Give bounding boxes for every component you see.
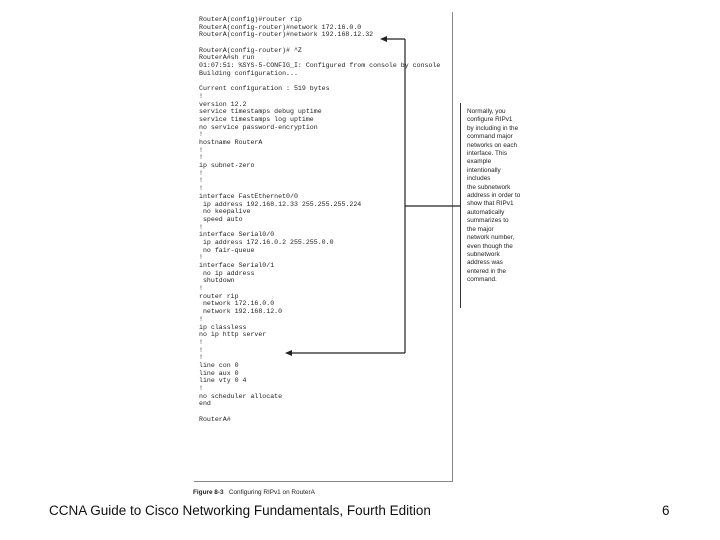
config-line: ip address 192.168.12.33 255.255.255.224 [199, 200, 362, 208]
config-line: ! [199, 315, 203, 323]
figure-caption [193, 489, 315, 496]
callout-line: intentionally [467, 166, 501, 174]
config-line: ! [199, 385, 203, 392]
config-line: line vty 0 4 [199, 377, 247, 385]
figure-label: Figure 8-3 [193, 489, 224, 496]
callout-line: address in order to [467, 192, 521, 200]
callout-line: Normally, you [467, 108, 506, 115]
callout-line: interface. This [467, 150, 508, 158]
config-line: ! [199, 223, 203, 231]
config-line: network 172.16.0.0 [199, 300, 275, 308]
callout-line: example [467, 158, 492, 166]
config-line: no scheduler allocate [199, 392, 283, 400]
callout-line: the subnetwork [467, 183, 511, 191]
config-line: no service password-encryption [199, 123, 318, 131]
config-line: interface Serial0/1 [199, 262, 275, 269]
callout-line: even though the [467, 242, 513, 250]
config-line: ! [199, 354, 203, 362]
page-number: 6 [662, 503, 670, 518]
callout-line: networks on each [467, 141, 518, 149]
config-line: no fair-queue [199, 246, 255, 254]
callout-line: automatically [467, 208, 505, 216]
callout-line: network number, [467, 234, 515, 242]
callout-line: command. [467, 276, 497, 284]
config-line: RouterA(config-router)#network 192.168.12.32 [199, 31, 374, 39]
config-line: RouterA(config-router)# ^Z [199, 46, 302, 54]
config-line: ! [199, 185, 203, 193]
config-line: no keepalive [199, 208, 251, 216]
callout-line: address was [467, 259, 503, 267]
callout-line: by including in the [467, 124, 519, 132]
config-line: hostname RouterA [199, 139, 263, 146]
config-line: ip subnet-zero [199, 162, 255, 170]
config-line: RouterA# [199, 415, 231, 423]
config-line: ! [199, 131, 203, 139]
config-line: ! [199, 285, 203, 293]
callout-line: command major [467, 133, 513, 141]
config-line: end [199, 400, 211, 408]
config-line: version 12.2 [199, 100, 247, 108]
config-line: ! [199, 338, 203, 346]
config-line: 01:07:51: %SYS-5-CONFIG_I: Configured from console by console [199, 62, 441, 70]
config-line: service timestamps log uptime [199, 115, 314, 123]
config-line: ! [199, 154, 203, 162]
config-line: ! [199, 169, 203, 177]
callout-line: configure RIPv1 [467, 116, 513, 124]
callout-line: subnetwork [467, 250, 500, 258]
callout-line: summarizes to [467, 217, 509, 225]
config-line: line con 0 [199, 361, 239, 369]
config-line: Building configuration... [199, 69, 298, 77]
config-line: ! [199, 92, 203, 100]
config-line: service timestamps debug uptime [199, 108, 322, 116]
config-line: ! [199, 254, 203, 262]
config-line: ! [199, 146, 203, 154]
callout-line: entered in the [467, 267, 507, 275]
config-line: line aux 0 [199, 369, 239, 377]
config-line: ! [199, 177, 203, 185]
config-line: router rip [199, 292, 239, 300]
config-line: speed auto [199, 215, 243, 223]
config-line: no ip address [199, 269, 255, 277]
config-line: no ip http server [199, 331, 267, 339]
arrow-head-top [380, 36, 387, 42]
figure-caption-text: Configuring RIPv1 on RouterA [228, 489, 315, 496]
config-line: ! [199, 346, 203, 354]
config-line: ip classless [199, 323, 247, 331]
callout-line: the major [467, 225, 494, 233]
config-line: shutdown [199, 277, 235, 285]
book-title: CCNA Guide to Cisco Networking Fundamentals, Fourth Edition [49, 503, 431, 518]
callout-line: includes [467, 175, 491, 183]
config-line: RouterA(config)#router rip [199, 16, 302, 23]
config-line: RouterA#sh run [199, 54, 255, 62]
config-line: interface FastEthernet0/0 [199, 192, 298, 200]
config-line: RouterA(config-router)#network 172.16.0.0 [199, 23, 362, 31]
config-line: network 192.168.12.0 [199, 308, 283, 316]
config-line: Current configuration : 519 bytes [199, 85, 330, 93]
callout-line: show that RIPv1 [467, 200, 514, 208]
config-line: ip address 172.16.0.2 255.255.0.0 [199, 238, 334, 246]
config-line: interface Serial0/0 [199, 231, 275, 239]
arrow-head-bottom [285, 350, 292, 356]
